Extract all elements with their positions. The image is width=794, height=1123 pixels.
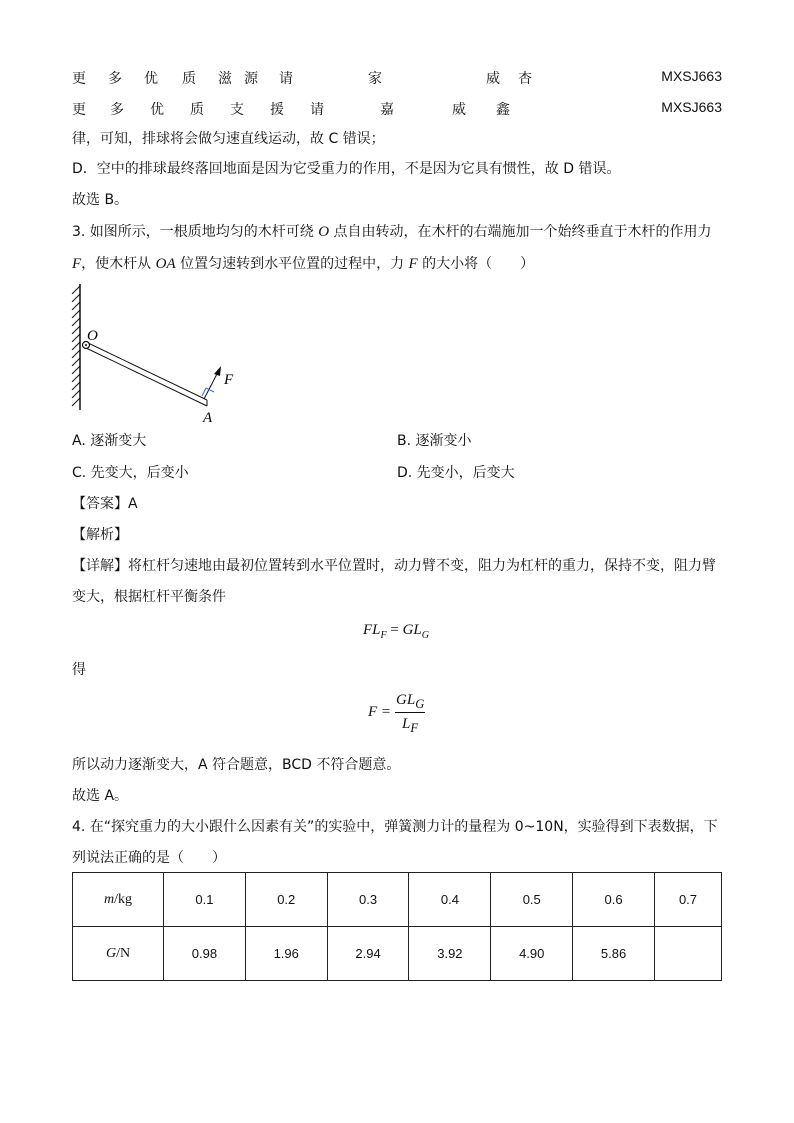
formula-term: GL bbox=[402, 622, 422, 638]
formula-subscript: F bbox=[410, 721, 418, 735]
analysis-heading: 【解析】 bbox=[72, 527, 128, 543]
fraction-denominator bbox=[402, 716, 418, 736]
formula-subscript: G bbox=[415, 697, 425, 711]
table-cell: 0.5 bbox=[491, 873, 573, 927]
question-3-line-2 bbox=[72, 253, 534, 275]
formula-subscript: F bbox=[380, 630, 387, 641]
header-char: 援 bbox=[270, 102, 284, 118]
header-char: 优 bbox=[150, 102, 164, 118]
formula-subscript: G bbox=[421, 630, 430, 641]
header-char: 请 bbox=[279, 71, 293, 87]
header-code: MXSJ663 bbox=[661, 99, 722, 115]
header-char: 嘉 bbox=[380, 102, 394, 118]
header-char: 优 bbox=[144, 71, 158, 87]
option-c: C. 先变大，后变小 bbox=[72, 465, 189, 481]
header-char: 家 bbox=[368, 71, 382, 87]
formula-term: FL bbox=[363, 622, 381, 638]
formula-lever-balance bbox=[363, 622, 429, 641]
option-a: A. 逐渐变大 bbox=[72, 433, 147, 449]
pivot-center bbox=[85, 344, 87, 346]
table-row bbox=[73, 927, 722, 981]
fraction-bar bbox=[395, 712, 425, 713]
text-run: 点自由转动，在木杆的右端施加一个始终垂直于木杆的作用力 bbox=[329, 224, 712, 240]
variable-m: m bbox=[103, 891, 115, 907]
table-cell: 0.6 bbox=[573, 873, 655, 927]
formula-equals: = bbox=[386, 622, 403, 638]
option-b: B. 逐渐变小 bbox=[397, 433, 472, 449]
unit-n: /N bbox=[116, 945, 131, 961]
text-line: D．空中的排球最终落回地面是因为它受重力的作用，不是因为它具有惯性，故 D 错误。 bbox=[72, 161, 621, 177]
var-o: O bbox=[318, 224, 330, 240]
header-code: MXSJ663 bbox=[661, 68, 722, 84]
table-cell: 0.4 bbox=[409, 873, 491, 927]
header-char: 质 bbox=[190, 102, 204, 118]
text-run: 的大小将（ ） bbox=[417, 256, 535, 272]
detail-line-2: 变大，根据杠杆平衡条件 bbox=[72, 589, 226, 605]
header-char: 杏 bbox=[518, 71, 532, 87]
table-header-cell bbox=[73, 927, 164, 981]
text-de: 得 bbox=[72, 662, 86, 678]
var-oa: OA bbox=[155, 256, 176, 272]
data-table bbox=[72, 872, 722, 981]
fraction-numerator bbox=[396, 692, 424, 712]
answer-line: 【答案】A bbox=[72, 496, 138, 512]
table-header-cell bbox=[73, 873, 164, 927]
table-cell: 5.86 bbox=[573, 927, 655, 981]
formula-lhs: F = bbox=[368, 704, 392, 720]
question-4-line-2: 列说法正确的是（ ） bbox=[72, 850, 226, 866]
header-char: 更 bbox=[72, 71, 86, 87]
table-cell: 0.2 bbox=[245, 873, 327, 927]
table-cell bbox=[655, 927, 722, 981]
var-f: F bbox=[72, 256, 82, 272]
header-char: 滋 bbox=[218, 71, 232, 87]
label-f: F bbox=[224, 372, 234, 388]
lever-rod bbox=[86, 342, 207, 406]
table-cell: 0.3 bbox=[327, 873, 409, 927]
formula-term: GL bbox=[396, 692, 416, 708]
header-char: 威 bbox=[452, 102, 466, 118]
table-cell: 1.96 bbox=[245, 927, 327, 981]
table-cell: 0.7 bbox=[655, 873, 722, 927]
formula-term: L bbox=[402, 716, 411, 732]
question-4-line-1: 4. 在“探究重力的大小跟什么因素有关”的实验中，弹簧测力计的量程为 0~10N，实验得到下表数据，下 bbox=[72, 819, 718, 835]
table-cell: 2.94 bbox=[327, 927, 409, 981]
header-char: 请 bbox=[310, 102, 324, 118]
table-cell: 0.98 bbox=[164, 927, 246, 981]
text-run: ，使木杆从 bbox=[81, 256, 156, 272]
header-char: 多 bbox=[108, 71, 122, 87]
force-arrow bbox=[202, 366, 221, 399]
lever-figure bbox=[66, 282, 246, 427]
header-char: 质 bbox=[182, 71, 196, 87]
table-cell: 3.92 bbox=[409, 927, 491, 981]
text-line: 故选 B。 bbox=[72, 192, 129, 208]
header-row-1 bbox=[72, 68, 722, 90]
detail-line-1: 【详解】将杠杆匀速地由最初位置转到水平位置时，动力臂不变，阻力为杠杆的重力，保持不变，阻力臂 bbox=[72, 558, 716, 574]
label-a: A bbox=[203, 410, 213, 426]
unit-kg: /kg bbox=[114, 891, 132, 907]
formula-fraction bbox=[368, 692, 438, 738]
conclusion-line: 所以动力逐渐变大，A 符合题意，BCD 不符合题意。 bbox=[72, 757, 401, 773]
label-o: O bbox=[87, 328, 98, 344]
text-line: 律，可知，排球将会做匀速直线运动，故 C 错误； bbox=[72, 131, 385, 147]
variable-g: G bbox=[105, 945, 117, 961]
question-3-line-1 bbox=[72, 221, 712, 243]
header-char: 多 bbox=[110, 102, 124, 118]
choose-line: 故选 A。 bbox=[72, 788, 129, 804]
option-d: D. 先变小，后变大 bbox=[397, 465, 515, 481]
var-f: F bbox=[408, 256, 418, 272]
table-cell: 0.1 bbox=[164, 873, 246, 927]
table-cell: 4.90 bbox=[491, 927, 573, 981]
header-char: 威 bbox=[486, 71, 500, 87]
wall-hatching bbox=[72, 284, 80, 410]
header-char: 支 bbox=[230, 102, 244, 118]
header-row-2 bbox=[72, 99, 722, 121]
text-run: 3. 如图所示，一根质地均匀的木杆可绕 bbox=[72, 224, 319, 240]
header-char: 源 bbox=[244, 71, 258, 87]
header-char: 鑫 bbox=[496, 102, 510, 118]
table-row bbox=[73, 873, 722, 927]
header-char: 更 bbox=[72, 102, 86, 118]
text-run: 位置匀速转到水平位置的过程中，力 bbox=[175, 256, 409, 272]
